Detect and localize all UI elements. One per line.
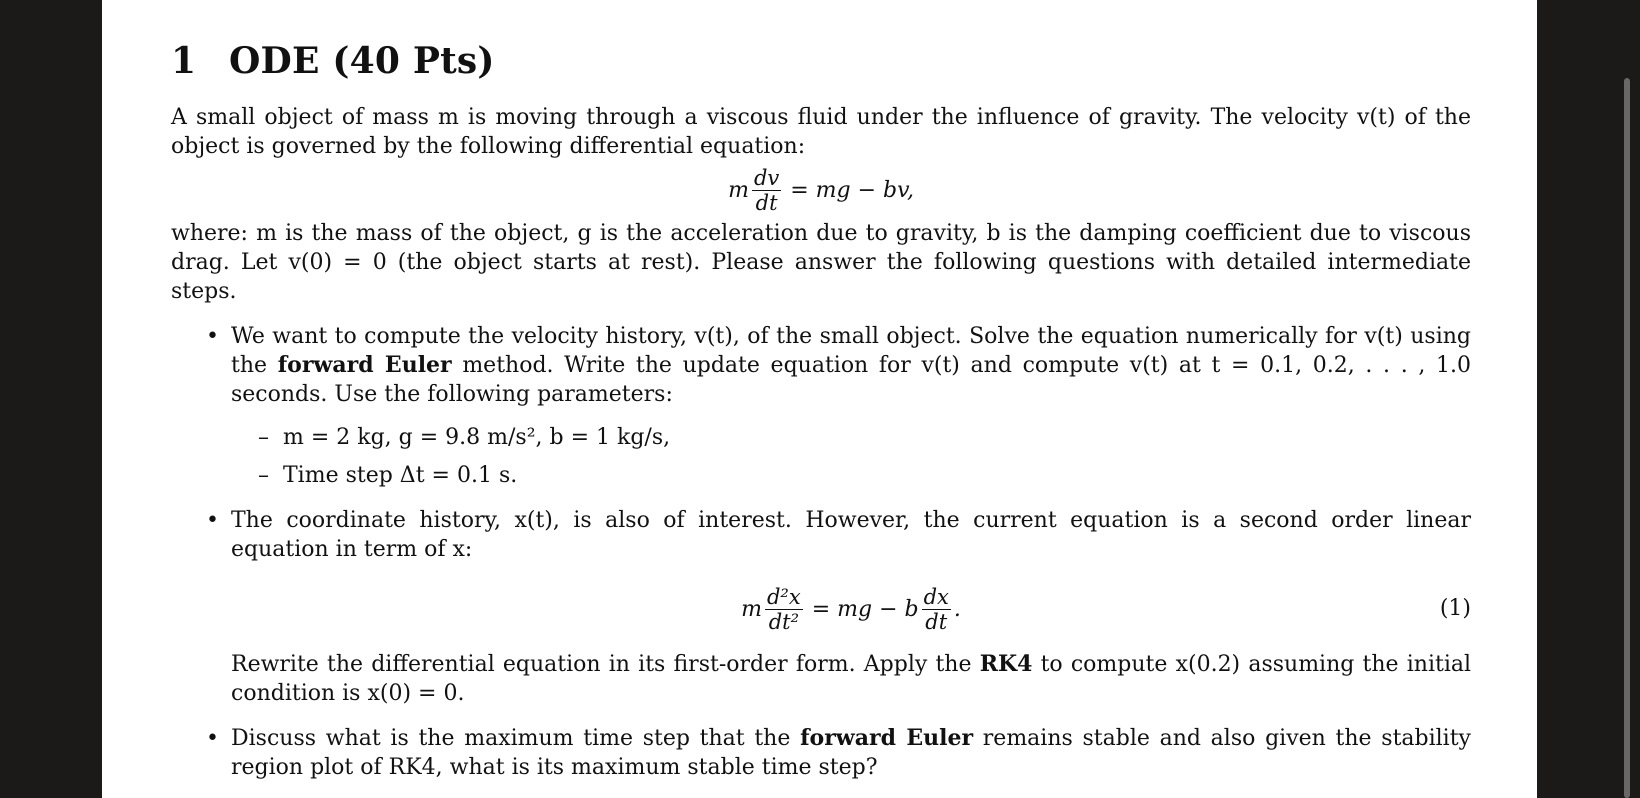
q3-text-b: remains stable and also given the stability region plot of RK4, what is its maximum stable time step? — [231, 726, 1471, 780]
eq2-mid: = mg − b — [811, 596, 919, 622]
vertical-scrollbar[interactable] — [1624, 78, 1630, 798]
eq1-rhs: = mg − bv, — [790, 177, 914, 203]
section-title: ODE (40 Pts) — [229, 40, 495, 82]
intro-paragraph: A small object of mass m is moving through a viscous fluid under the influence of gravity. The velocity v(t) of the object is governed by the following differential equation: — [171, 105, 1471, 159]
question-1 — [231, 322, 1471, 490]
parameter-item: – m = 2 kg, g = 9.8 m/s², b = 1 kg/s, — [283, 423, 1471, 452]
question-2 — [231, 506, 1471, 708]
eq2-lhs: m — [741, 596, 762, 622]
question-3-text — [231, 724, 1471, 782]
eq1-fraction — [752, 166, 781, 215]
q2-text-a: Rewrite the differential equation in its first-order form. Apply the — [231, 652, 972, 677]
q3-bold-forward-euler: forward Euler — [800, 725, 974, 751]
eq2-numerator-1: d²x — [766, 584, 801, 609]
eq2-fraction-1 — [765, 585, 803, 634]
question-list — [171, 322, 1471, 782]
coordinate-equation — [231, 574, 1471, 644]
eq2-end: . — [953, 596, 961, 622]
eq2-numerator-2: dx — [923, 584, 949, 609]
q2-text-b: to compute x(0.2) assuming the initial condition is x(0) = 0. — [231, 652, 1472, 706]
eq2-fraction-2 — [922, 585, 951, 634]
q1-bold-forward-euler: forward Euler — [277, 352, 452, 378]
document-page — [102, 0, 1537, 798]
eq1-lhs: m — [728, 177, 749, 203]
q2-bold-rk4: RK4 — [979, 651, 1033, 677]
q3-text-a: Discuss what is the maximum time step that the — [231, 726, 791, 751]
parameter-list — [231, 423, 1471, 490]
question-3 — [231, 724, 1471, 782]
parameter-item: – Time step Δt = 0.1 s. — [283, 461, 1471, 490]
velocity-equation — [171, 161, 1471, 219]
question-2-text: • The coordinate history, x(t), is also of interest. However, the current equation is a second order linear equation in term of x: — [231, 508, 1471, 562]
q1-text-b: method. Write the update equation for v(t) and compute v(t) at t = 0.1, 0.2, . . . , 1.0 seconds. Use the following parameters: — [231, 353, 1471, 407]
where-paragraph: where: m is the mass of the object, g is the acceleration due to gravity, b is the damping coefficient due to viscous drag. Let v(0) = 0 (the object starts at rest). Please answer the following questions with detailed intermediate steps. — [171, 221, 1471, 304]
equation-number: (1) — [1439, 596, 1471, 621]
eq2-denominator-1: dt² — [768, 609, 799, 634]
section-number: 1 — [171, 40, 197, 82]
eq1-denominator: dt — [755, 190, 778, 215]
section-heading — [171, 38, 1471, 84]
eq2-denominator-2: dt — [925, 609, 948, 634]
eq1-numerator: dv — [753, 165, 780, 190]
page-content — [171, 38, 1471, 798]
rewrite-paragraph — [231, 650, 1471, 708]
question-1-text — [231, 322, 1471, 409]
q1-text-a: We want to compute the velocity history, v(t), of the small object. Solve the equation numerically for v(t) using the — [231, 324, 1471, 378]
